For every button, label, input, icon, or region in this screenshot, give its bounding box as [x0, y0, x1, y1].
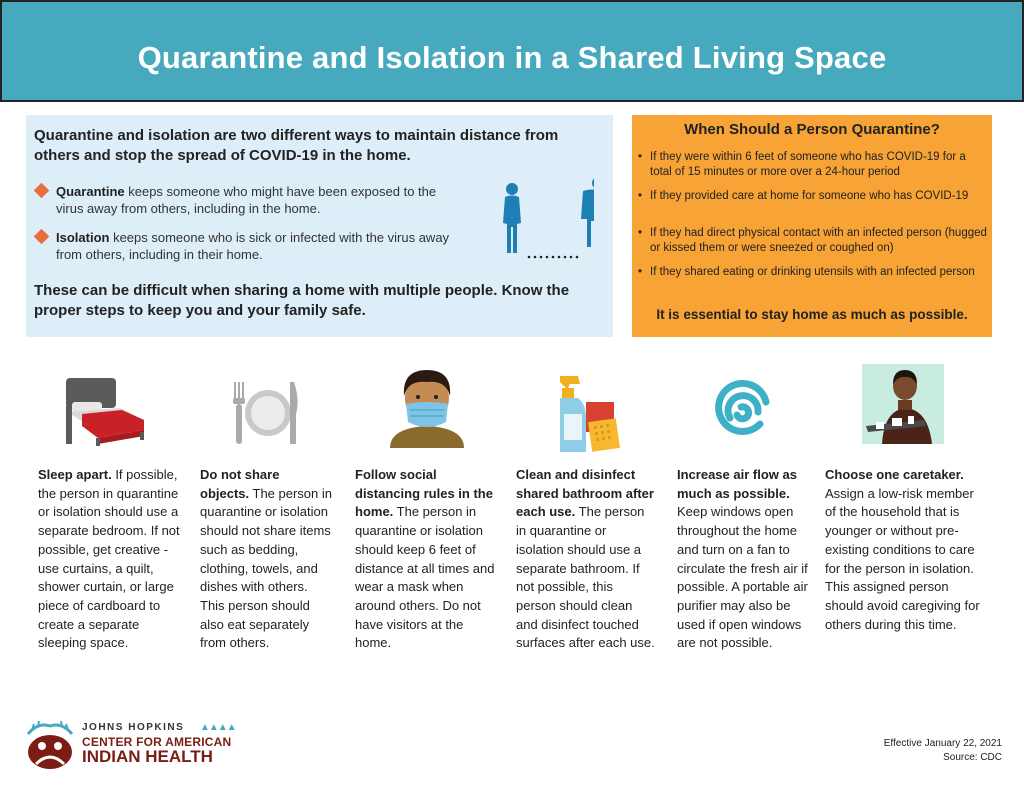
step-text: The person in quarantine or isolation should use a separate bathroom. If not possible, this person should clean and disinfect touched surfaces after each use. — [516, 504, 655, 651]
page-title: Quarantine and Isolation in a Shared Living Space — [137, 40, 887, 75]
intro-lead: Quarantine and isolation are two different ways to maintain distance from others and stop the spread of COVID-19 in the home. — [34, 127, 559, 164]
step-text: Keep windows open throughout the home and turn on a fan to circulate the fresh air if possible. A portable air purifier may also be used if open windows are not possible. — [677, 504, 808, 651]
quarantine-bullet — [34, 183, 454, 217]
step-title: Clean and disinfect shared bathroom after each use. — [516, 467, 654, 520]
masked-person-icon — [388, 366, 466, 448]
step-air-flow — [677, 466, 813, 653]
logo-line-2: CENTER FOR AMERICAN — [82, 735, 232, 749]
effective-date: Effective January 22, 2021 — [883, 738, 1002, 749]
logo-emblem-icon — [22, 720, 78, 772]
isolation-text: keeps someone who is sick or infected with the virus away from others, including in their home. — [56, 230, 450, 262]
logo-triangles: ▲▲▲▲ — [200, 722, 236, 733]
step-do-not-share — [200, 466, 332, 653]
quarantine-criteria-panel — [632, 115, 992, 337]
quarantine-term: Quarantine — [56, 184, 125, 199]
source-note: Source: CDC — [943, 752, 1002, 763]
air-swirl-icon — [710, 378, 776, 444]
step-title: Follow social distancing rules in the home. — [355, 467, 493, 520]
step-sleep-apart — [38, 466, 190, 653]
step-text: Assign a low-risk member of the household that is younger or without pre-existing conditions to care for the person in isolation. This assigned person should avoid caregiving for others during this time. — [825, 485, 980, 632]
step-text: If possible, the person in quarantine or isolation should use a separate bedroom. If not possible, get creative - use curtains, a quilt, shower curtain, or large piece of cardboard to create a separate sleeping space. — [38, 467, 180, 651]
jh-cfaih-logo — [22, 720, 252, 772]
step-title: Do not share objects. — [200, 467, 280, 501]
footer-info — [884, 737, 1002, 765]
page-header — [0, 0, 1024, 102]
step-caretaker — [825, 466, 981, 634]
step-title: Choose one caretaker. — [825, 467, 964, 482]
essential-note: It is essential to stay home as much as possible. — [656, 307, 968, 322]
step-text: The person in quarantine or isolation should not share items such as bedding, clothing, towels, and dishes with others. This person should also eat separately from others. — [200, 485, 332, 651]
step-clean-bathroom — [516, 466, 656, 653]
plate-utensils-icon — [230, 380, 302, 446]
quarantine-criteria-title: When Should a Person Quarantine? — [684, 121, 940, 138]
step-title: Increase air flow as much as possible. — [677, 467, 797, 501]
step-text: The person in quarantine or isolation should keep 6 feet of distance at all times and wear a mask when around others. Do not have visitors at the home. — [355, 504, 495, 651]
criteria-item: • If they were within 6 feet of someone who has COVID-19 for a total of 15 minutes or more over a 24-hour period — [638, 151, 966, 178]
caretaker-icon — [862, 364, 944, 444]
criteria-item: • If they had direct physical contact with an infected person (hugged or kissed them or were sneezed or coughed on) — [638, 227, 987, 254]
logo-line-1: JOHNS HOPKINS — [82, 722, 185, 733]
spray-bottle-icon — [556, 374, 620, 454]
logo-line-3: INDIAN HEALTH — [82, 747, 213, 766]
criteria-item: • If they shared eating or drinking utensils with an infected person — [638, 266, 975, 278]
quarantine-text: keeps someone who might have been exposed to the virus away from others, including in the home. — [56, 184, 437, 216]
step-social-distancing — [355, 466, 503, 653]
isolation-bullet — [34, 229, 454, 263]
isolation-term: Isolation — [56, 230, 110, 245]
distanced-people-icon — [474, 175, 594, 265]
criteria-item: • If they provided care at home for someone who has COVID-19 — [638, 190, 969, 202]
step-title: Sleep apart. — [38, 467, 112, 482]
intro-closing: These can be difficult when sharing a home with multiple people. Know the proper steps to keep you and your family safe. — [34, 282, 570, 319]
bed-icon — [62, 376, 148, 448]
intro-panel — [26, 115, 613, 337]
